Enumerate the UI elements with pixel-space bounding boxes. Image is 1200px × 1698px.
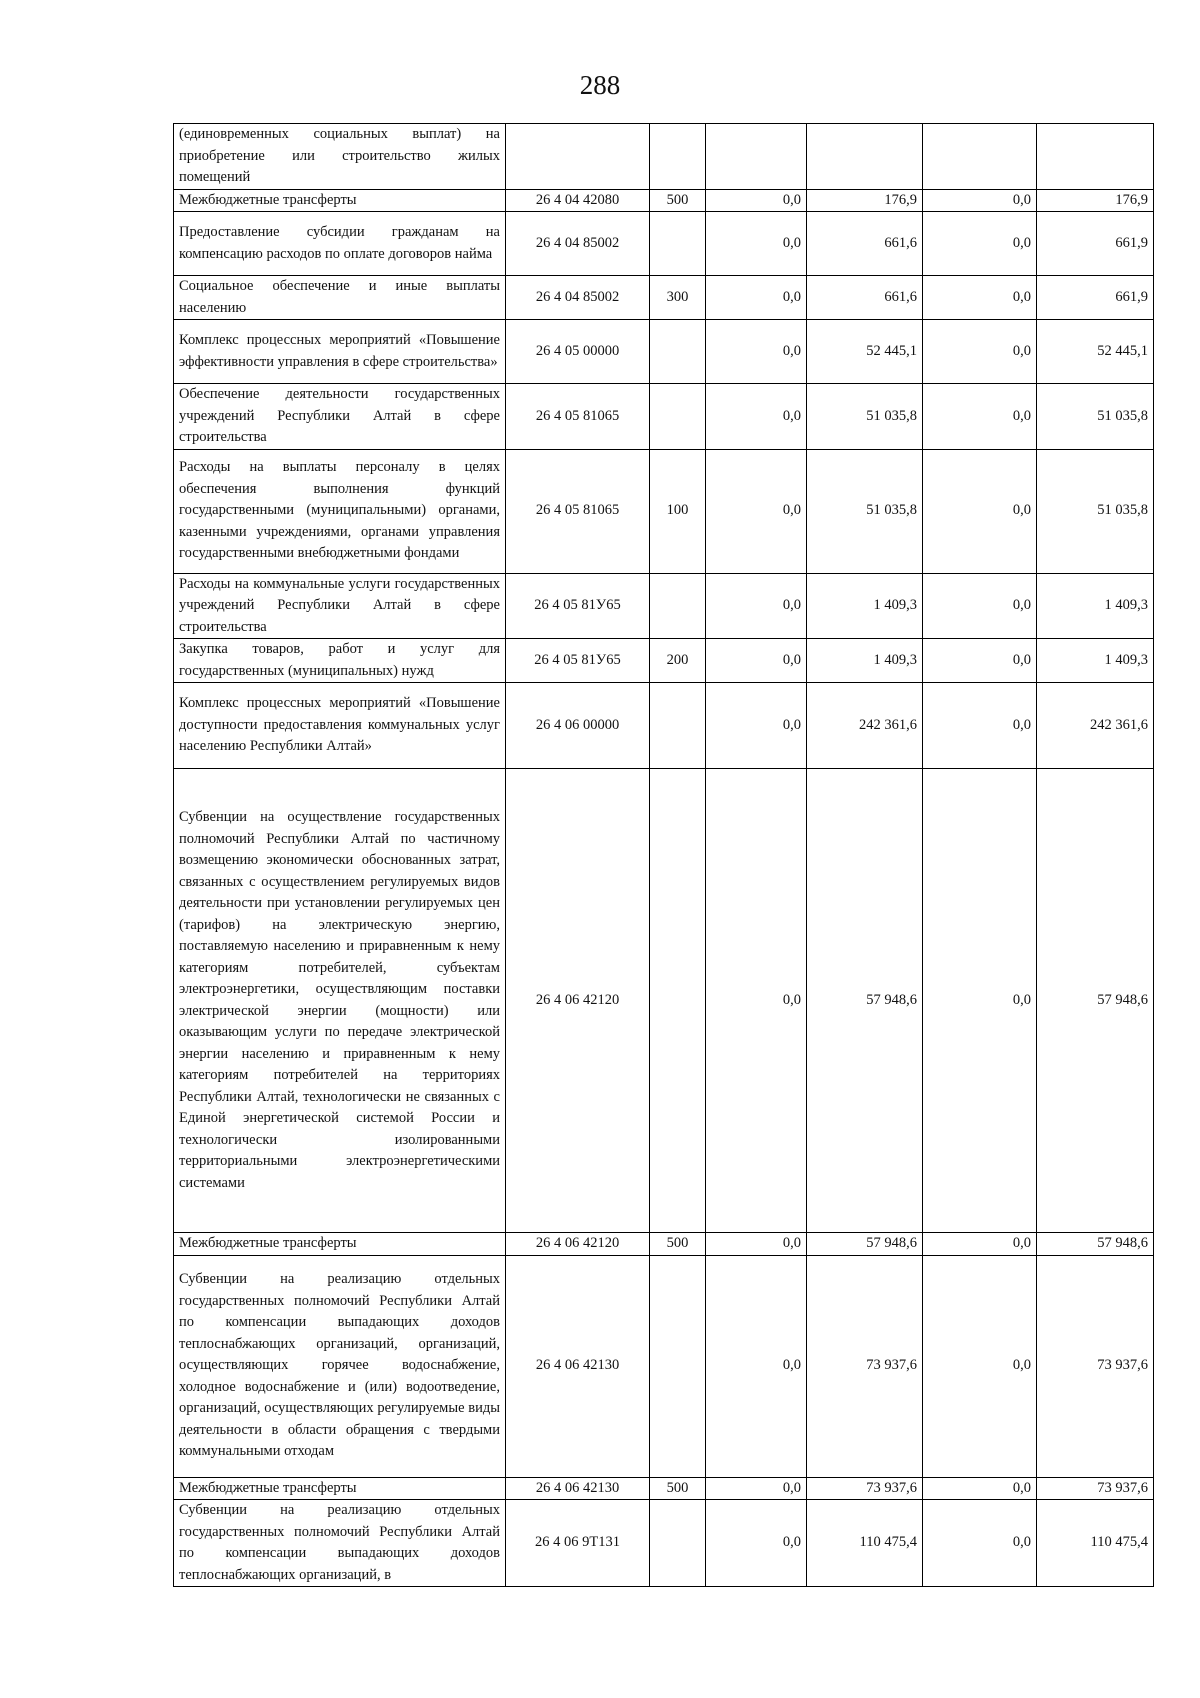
target-code-cell: 26 4 05 81065 bbox=[506, 384, 650, 450]
amount-cell-1: 0,0 bbox=[706, 449, 807, 573]
table-row bbox=[174, 769, 1154, 1233]
amount-cell-4: 661,9 bbox=[1037, 212, 1154, 276]
amount-cell-3: 0,0 bbox=[923, 1477, 1037, 1500]
budget-table-body bbox=[174, 124, 1154, 1587]
target-code-cell: 26 4 04 85002 bbox=[506, 276, 650, 320]
target-code-cell: 26 4 06 42130 bbox=[506, 1477, 650, 1500]
amount-cell-4: 73 937,6 bbox=[1037, 1255, 1154, 1477]
expense-type-cell: 300 bbox=[650, 276, 706, 320]
target-code-cell: 26 4 05 81У65 bbox=[506, 639, 650, 683]
expense-type-cell: 500 bbox=[650, 1477, 706, 1500]
expense-type-cell: 500 bbox=[650, 189, 706, 212]
amount-cell-3: 0,0 bbox=[923, 573, 1037, 639]
amount-cell-2: 661,6 bbox=[807, 212, 923, 276]
table-row bbox=[174, 639, 1154, 683]
target-code-cell: 26 4 06 42120 bbox=[506, 769, 650, 1233]
amount-cell-1: 0,0 bbox=[706, 189, 807, 212]
target-code-cell: 26 4 06 9Т131 bbox=[506, 1500, 650, 1587]
amount-cell-2: 1 409,3 bbox=[807, 573, 923, 639]
amount-cell-3 bbox=[923, 124, 1037, 190]
amount-cell-3: 0,0 bbox=[923, 189, 1037, 212]
target-code-cell: 26 4 04 42080 bbox=[506, 189, 650, 212]
amount-cell-3: 0,0 bbox=[923, 683, 1037, 769]
amount-cell-1: 0,0 bbox=[706, 1500, 807, 1587]
amount-cell-2: 73 937,6 bbox=[807, 1255, 923, 1477]
table-row bbox=[174, 683, 1154, 769]
amount-cell-3: 0,0 bbox=[923, 769, 1037, 1233]
target-code-cell: 26 4 06 00000 bbox=[506, 683, 650, 769]
amount-cell-4: 51 035,8 bbox=[1037, 449, 1154, 573]
amount-cell-1: 0,0 bbox=[706, 1477, 807, 1500]
table-row bbox=[174, 1255, 1154, 1477]
amount-cell-3: 0,0 bbox=[923, 384, 1037, 450]
expense-type-cell: 500 bbox=[650, 1233, 706, 1256]
amount-cell-4: 73 937,6 bbox=[1037, 1477, 1154, 1500]
table-row bbox=[174, 212, 1154, 276]
table-row bbox=[174, 1233, 1154, 1256]
amount-cell-4: 51 035,8 bbox=[1037, 384, 1154, 450]
amount-cell-2: 661,6 bbox=[807, 276, 923, 320]
amount-cell-1 bbox=[706, 124, 807, 190]
amount-cell-2: 242 361,6 bbox=[807, 683, 923, 769]
table-row bbox=[174, 320, 1154, 384]
amount-cell-3: 0,0 bbox=[923, 320, 1037, 384]
row-name-cell: Предоставление субсидии гражданам на компенсацию расходов по оплате договоров найма bbox=[174, 212, 506, 276]
amount-cell-1: 0,0 bbox=[706, 683, 807, 769]
target-code-cell: 26 4 05 81065 bbox=[506, 449, 650, 573]
amount-cell-4: 1 409,3 bbox=[1037, 573, 1154, 639]
amount-cell-2 bbox=[807, 124, 923, 190]
row-name-cell: Межбюджетные трансферты bbox=[174, 189, 506, 212]
expense-type-cell: 100 bbox=[650, 449, 706, 573]
amount-cell-3: 0,0 bbox=[923, 1255, 1037, 1477]
target-code-cell: 26 4 04 85002 bbox=[506, 212, 650, 276]
expense-type-cell bbox=[650, 1255, 706, 1477]
table-row bbox=[174, 384, 1154, 450]
target-code-cell: 26 4 06 42120 bbox=[506, 1233, 650, 1256]
amount-cell-2: 110 475,4 bbox=[807, 1500, 923, 1587]
row-name-cell: Комплекс процессных мероприятий «Повышение доступности предоставления коммунальных услуг населению Республики Алтай» bbox=[174, 683, 506, 769]
amount-cell-2: 73 937,6 bbox=[807, 1477, 923, 1500]
row-name-cell: Межбюджетные трансферты bbox=[174, 1233, 506, 1256]
expense-type-cell bbox=[650, 1500, 706, 1587]
table-row bbox=[174, 1477, 1154, 1500]
amount-cell-1: 0,0 bbox=[706, 212, 807, 276]
amount-cell-4: 52 445,1 bbox=[1037, 320, 1154, 384]
row-name-cell: Межбюджетные трансферты bbox=[174, 1477, 506, 1500]
expense-type-cell bbox=[650, 212, 706, 276]
row-name-cell: Субвенции на осуществление государственных полномочий Республики Алтай по частичному возмещению экономически обоснованных затрат, связанных с осуществлением регулируемых видов деятельности при установлении регулируемых цен (тарифов) на электрическую энергию, поставляемую населению и приравненным к нему категориям потребителей, субъектам электроэнергетики, осуществляющим поставки электрической энергии (мощности) или оказывающим услуги по передаче электрической энергии населению и приравненным к нему категориям потребителей на территориях Республики Алтай, технологически не связанных с Единой энергетической системой России и технологически изолированными территориальными электроэнергетическими системами bbox=[174, 769, 506, 1233]
expense-type-cell bbox=[650, 320, 706, 384]
amount-cell-2: 51 035,8 bbox=[807, 449, 923, 573]
table-row bbox=[174, 449, 1154, 573]
amount-cell-4: 242 361,6 bbox=[1037, 683, 1154, 769]
row-name-cell: Комплекс процессных мероприятий «Повышение эффективности управления в сфере строительства» bbox=[174, 320, 506, 384]
amount-cell-1: 0,0 bbox=[706, 1255, 807, 1477]
table-row bbox=[174, 124, 1154, 190]
amount-cell-4: 661,9 bbox=[1037, 276, 1154, 320]
amount-cell-2: 52 445,1 bbox=[807, 320, 923, 384]
amount-cell-3: 0,0 bbox=[923, 449, 1037, 573]
table-row bbox=[174, 189, 1154, 212]
amount-cell-3: 0,0 bbox=[923, 1500, 1037, 1587]
table-row bbox=[174, 573, 1154, 639]
amount-cell-3: 0,0 bbox=[923, 1233, 1037, 1256]
page-number: 288 bbox=[579, 70, 621, 100]
amount-cell-1: 0,0 bbox=[706, 276, 807, 320]
expense-type-cell bbox=[650, 683, 706, 769]
amount-cell-1: 0,0 bbox=[706, 384, 807, 450]
amount-cell-2: 57 948,6 bbox=[807, 1233, 923, 1256]
row-name-cell: Субвенции на реализацию отдельных государственных полномочий Республики Алтай по компенсации выпадающих доходов теплоснабжающих организаций, в bbox=[174, 1500, 506, 1587]
row-name-cell: Закупка товаров, работ и услуг для государственных (муниципальных) нужд bbox=[174, 639, 506, 683]
row-name-cell: Расходы на выплаты персоналу в целях обеспечения выполнения функций государственными (муниципальными) органами, казенными учреждениями, органами управления государственными внебюджетными фондами bbox=[174, 449, 506, 573]
amount-cell-1: 0,0 bbox=[706, 1233, 807, 1256]
row-name-cell: (единовременных социальных выплат) на приобретение или строительство жилых помещений bbox=[174, 124, 506, 190]
amount-cell-2: 57 948,6 bbox=[807, 769, 923, 1233]
budget-table bbox=[173, 123, 1154, 1587]
amount-cell-4: 57 948,6 bbox=[1037, 769, 1154, 1233]
row-name-cell: Расходы на коммунальные услуги государственных учреждений Республики Алтай в сфере строительства bbox=[174, 573, 506, 639]
amount-cell-4: 1 409,3 bbox=[1037, 639, 1154, 683]
amount-cell-2: 1 409,3 bbox=[807, 639, 923, 683]
amount-cell-2: 176,9 bbox=[807, 189, 923, 212]
amount-cell-1: 0,0 bbox=[706, 320, 807, 384]
expense-type-cell bbox=[650, 124, 706, 190]
amount-cell-4: 110 475,4 bbox=[1037, 1500, 1154, 1587]
amount-cell-3: 0,0 bbox=[923, 276, 1037, 320]
amount-cell-2: 51 035,8 bbox=[807, 384, 923, 450]
amount-cell-3: 0,0 bbox=[923, 212, 1037, 276]
amount-cell-3: 0,0 bbox=[923, 639, 1037, 683]
expense-type-cell bbox=[650, 384, 706, 450]
table-row bbox=[174, 1500, 1154, 1587]
expense-type-cell bbox=[650, 769, 706, 1233]
target-code-cell bbox=[506, 124, 650, 190]
table-row bbox=[174, 276, 1154, 320]
amount-cell-4: 57 948,6 bbox=[1037, 1233, 1154, 1256]
amount-cell-1: 0,0 bbox=[706, 769, 807, 1233]
target-code-cell: 26 4 05 00000 bbox=[506, 320, 650, 384]
row-name-cell: Социальное обеспечение и иные выплаты населению bbox=[174, 276, 506, 320]
row-name-cell: Субвенции на реализацию отдельных государственных полномочий Республики Алтай по компенсации выпадающих доходов теплоснабжающих организаций, организаций, осуществляющих горячее водоснабжение, холодное водоснабжение и (или) водоотведение, организаций, осуществляющих регулируемые виды деятельности в области обращения с твердыми коммунальными отходам bbox=[174, 1255, 506, 1477]
expense-type-cell bbox=[650, 573, 706, 639]
amount-cell-1: 0,0 bbox=[706, 639, 807, 683]
target-code-cell: 26 4 05 81У65 bbox=[506, 573, 650, 639]
amount-cell-1: 0,0 bbox=[706, 573, 807, 639]
expense-type-cell: 200 bbox=[650, 639, 706, 683]
target-code-cell: 26 4 06 42130 bbox=[506, 1255, 650, 1477]
amount-cell-4: 176,9 bbox=[1037, 189, 1154, 212]
row-name-cell: Обеспечение деятельности государственных учреждений Республики Алтай в сфере строительства bbox=[174, 384, 506, 450]
amount-cell-4 bbox=[1037, 124, 1154, 190]
